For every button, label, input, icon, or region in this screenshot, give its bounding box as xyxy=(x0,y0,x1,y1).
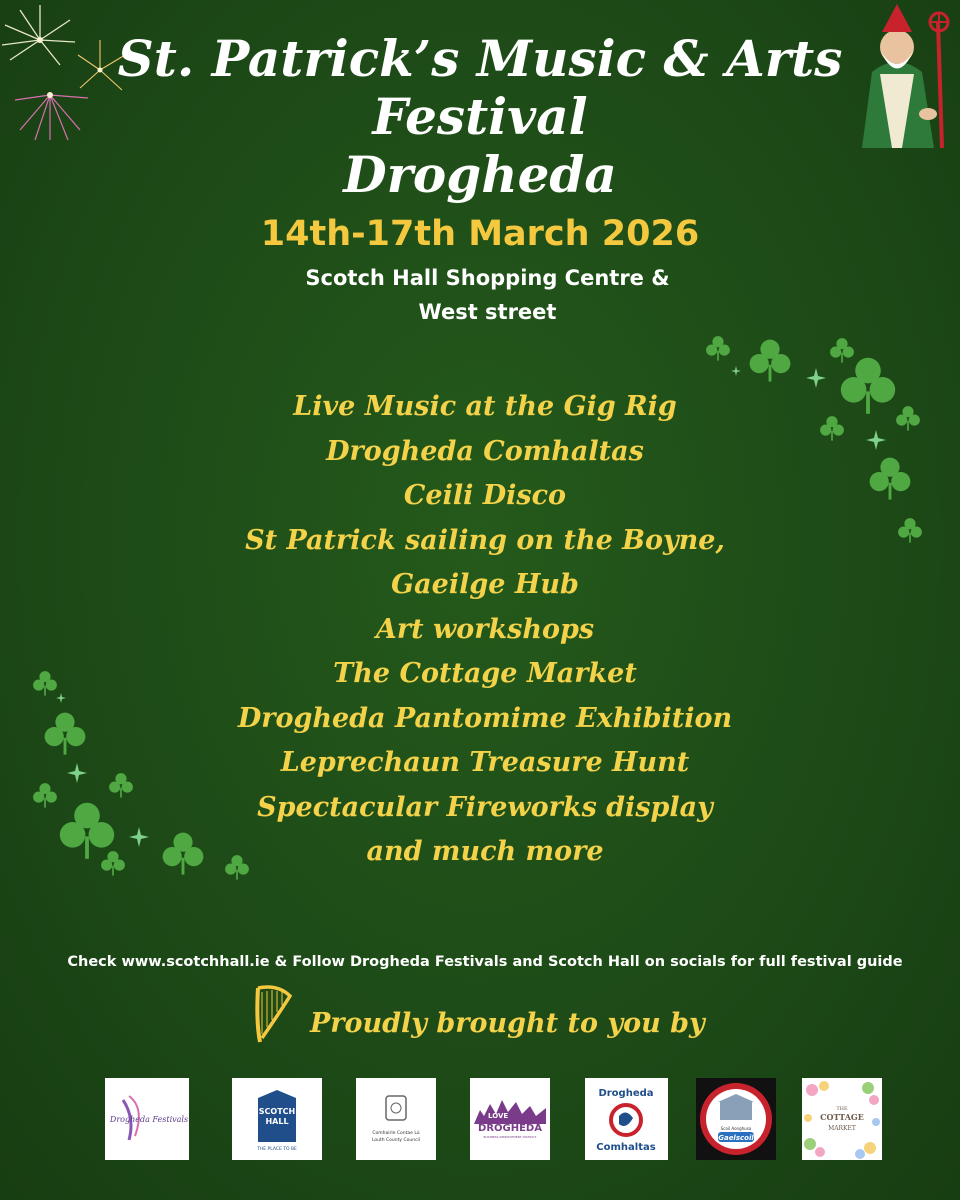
market-text: MARKET xyxy=(828,1125,856,1132)
cottage-the-text: THE xyxy=(836,1106,848,1112)
scotch-text: SCOTCH xyxy=(258,1107,296,1116)
cottage-market-logo-icon xyxy=(802,1078,882,1160)
drogheda-festivals-logo-icon xyxy=(105,1078,189,1160)
louth-county-council-logo-icon xyxy=(356,1078,436,1160)
love-drogheda-logo-icon xyxy=(470,1078,550,1160)
harp-icon xyxy=(250,982,296,1046)
gaelscoil-logo-icon xyxy=(696,1078,776,1160)
event-item: The Cottage Market xyxy=(333,658,637,689)
cottage-text: COTTAGE xyxy=(820,1112,864,1122)
comhaltas-drogheda-text: Drogheda xyxy=(598,1088,654,1099)
event-item: St Patrick sailing on the Boyne, xyxy=(245,524,725,556)
event-item: Gaeilge Hub xyxy=(391,569,579,600)
event-item: Art workshops xyxy=(375,613,595,645)
festival-dates: 14th-17th March 2026 xyxy=(260,214,700,254)
scotch-hall-tagline: THE PLACE TO BE xyxy=(257,1147,297,1152)
drogheda-comhaltas-logo-icon xyxy=(585,1078,668,1160)
sponsor-logo-love-drogheda[interactable] xyxy=(470,1078,550,1160)
comhaltas-text: Comhaltas xyxy=(596,1142,656,1153)
drogheda-text: DROGHEDA xyxy=(478,1123,542,1134)
festival-guide-note: Check www.scotchhall.ie & Follow Drogheda Festivals and Scotch Hall on socials for full festival guide xyxy=(67,954,903,970)
event-list xyxy=(0,385,960,875)
event-item: Spectacular Fireworks display xyxy=(257,791,713,823)
event-item: Ceili Disco xyxy=(403,480,567,511)
love-text: LOVE xyxy=(488,1112,509,1120)
gaelscoil-text: Gaelscoil xyxy=(718,1134,754,1142)
event-item: Live Music at the Gig Rig xyxy=(293,391,677,422)
sponsor-logo-louth-county-council[interactable] xyxy=(356,1078,436,1160)
louth-council-irish-text: Comhairle Contae Lú xyxy=(372,1131,420,1136)
festival-title-line3: Drogheda xyxy=(343,145,617,204)
sponsor-logo-drogheda-comhaltas[interactable] xyxy=(585,1078,668,1160)
festival-title-line1: St. Patrick’s Music & Arts xyxy=(117,29,843,88)
event-item: and much more xyxy=(366,836,604,867)
louth-council-text: Louth County Council xyxy=(371,1138,421,1143)
venue-line2: West street xyxy=(418,300,557,324)
event-item: Drogheda Comhaltas xyxy=(326,435,644,467)
sponsor-logo-scotch-hall[interactable] xyxy=(232,1078,322,1160)
sponsor-logo-gaelscoil[interactable] xyxy=(696,1078,776,1160)
event-item: Leprechaun Treasure Hunt xyxy=(280,747,690,778)
festival-title-line2: Festival xyxy=(372,87,588,146)
sponsor-logo-cottage-market[interactable] xyxy=(802,1078,882,1160)
svg-text:Scoil Aonghusa: Scoil Aonghusa xyxy=(720,1126,752,1131)
hall-text: HALL xyxy=(265,1117,289,1126)
drogheda-festivals-text: Drogheda Festivals xyxy=(109,1115,189,1124)
scotch-hall-logo-icon xyxy=(232,1078,322,1160)
event-item: Drogheda Pantomime Exhibition xyxy=(237,702,733,734)
venue-line1: Scotch Hall Shopping Centre & xyxy=(305,266,670,290)
bid-text: BUSINESS IMPROVEMENT DISTRICT xyxy=(483,1135,537,1139)
sponsor-logo-drogheda-festivals[interactable] xyxy=(105,1078,189,1160)
brought-to-you-by: Proudly brought to you by xyxy=(310,1008,705,1039)
